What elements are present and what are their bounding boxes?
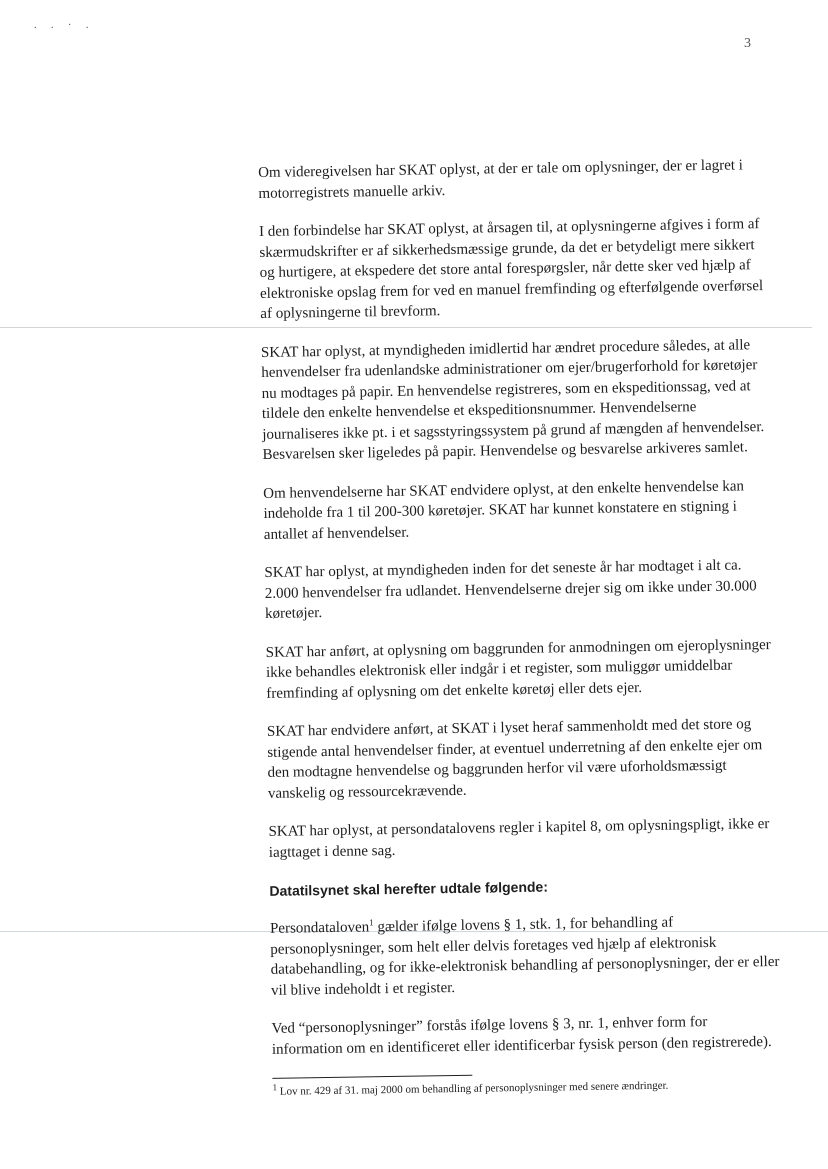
document-body: [258, 155, 783, 1099]
scan-specks: . . · .: [34, 20, 95, 31]
paragraph-requests-count: SKAT har oplyst, at myndigheden inden for det seneste år har modtaget i alt ca. 2.000 henvendelser fra udlandet. Henvendelserne drejer sig om ikke under 30.000 køretøjer.: [264, 557, 757, 622]
paragraph-law-scope: [270, 911, 781, 1001]
paragraph-definition: Ved “personoplysninger” forstås ifølge lovens § 3, nr. 1, enhver form for information om en identificeret eller identificerbar fysisk person (den registrerede).: [271, 1014, 772, 1058]
paragraph-security: I den forbindelse har SKAT oplyst, at årsagen til, at oplysningerne afgives i form af skærmudskrifter er af sikkerhedsmæssige grunde, da det er betydeligt mere sikkert og hurtigere, at ekspedere det store antal forespørgsler, når dette sker ved hjælp af elektroniske opslag frem for ved en manuel fremfinding og efterfølgende overførsel af oplysningerne til brevform.: [258, 216, 764, 322]
paragraph-background: SKAT har anført, at oplysning om baggrunden for anmodningen om ejeroplysninger ikke behandles elektronisk eller indgår i et register, som muliggør umiddelbar fremfinding af oplysning om det enkelte køretøj eller dets ejer.: [265, 636, 771, 702]
paragraph-notification: SKAT har endvidere anført, at SKAT i lyset heraf sammenholdt med det store og stigende antal henvendelser finder, at eventuel underretning af den enkelte ejer om den modtagne henvendelse og baggrunden herfor vil være uforholdsmæssigt vanskelig og ressourcekrævende.: [266, 716, 763, 802]
footnote-marker: 1: [272, 1082, 278, 1093]
footnote: [272, 1077, 782, 1099]
footnote-text: Lov nr. 429 af 31. maj 2000 om behandling af personoplysninger med senere ændringer.: [276, 1079, 669, 1098]
paragraph-vehicles: Om henvendelserne har SKAT endvidere oplyst, at den enkelte henvendelse kan indeholde fra 1 til 200-300 køretøjer. SKAT har kunnet konstatere en stigning i antallet af henvendelser.: [263, 477, 745, 543]
paragraph-disclosure-duty: SKAT har oplyst, at persondatalovens regler i kapitel 8, om oplysningspligt, ikke er iagttaget i denne sag.: [268, 816, 770, 861]
section-heading: Datatilsynet skal herefter udtale følgende:: [269, 878, 549, 899]
paragraph-archive: Om videregivelsen har SKAT oplyst, at der er tale om oplysninger, der er lagret i motorregistrets manuelle arkiv.: [258, 157, 744, 202]
page-number: 3: [744, 36, 751, 51]
footnote-divider: [272, 1075, 472, 1079]
law-rest: gælder ifølge lovens § 1, stk. 1, for behandling af personoplysninger, som helt eller delvis foretages ved hjælp af elektronisk databehandling, og for ikke-elektronisk behandling af personoplysninger, der er eller vil blive indeholdt i et register.: [270, 914, 780, 999]
paragraph-procedure: SKAT har oplyst, at myndigheden imidlertid har ændret procedure således, at alle henvendelser fra udenlandske administrationer om ejer/brugerforhold for køretøjer nu modtages på papir. En henvendelse registreres, som en ekspeditionssag, ved at tildele den enkelte henvendelse et ekspeditionsnummer. Henvendelserne journaliseres ikke pt. i et sagsstyringssystem på grund af mængden af henvendelser. Besvarelsen sker ligeledes på papir. Henvendelse og besvarelse arkiveres samlet.: [260, 336, 765, 463]
law-lead: Persondataloven: [269, 919, 370, 937]
footnote-ref: 1: [369, 917, 374, 928]
